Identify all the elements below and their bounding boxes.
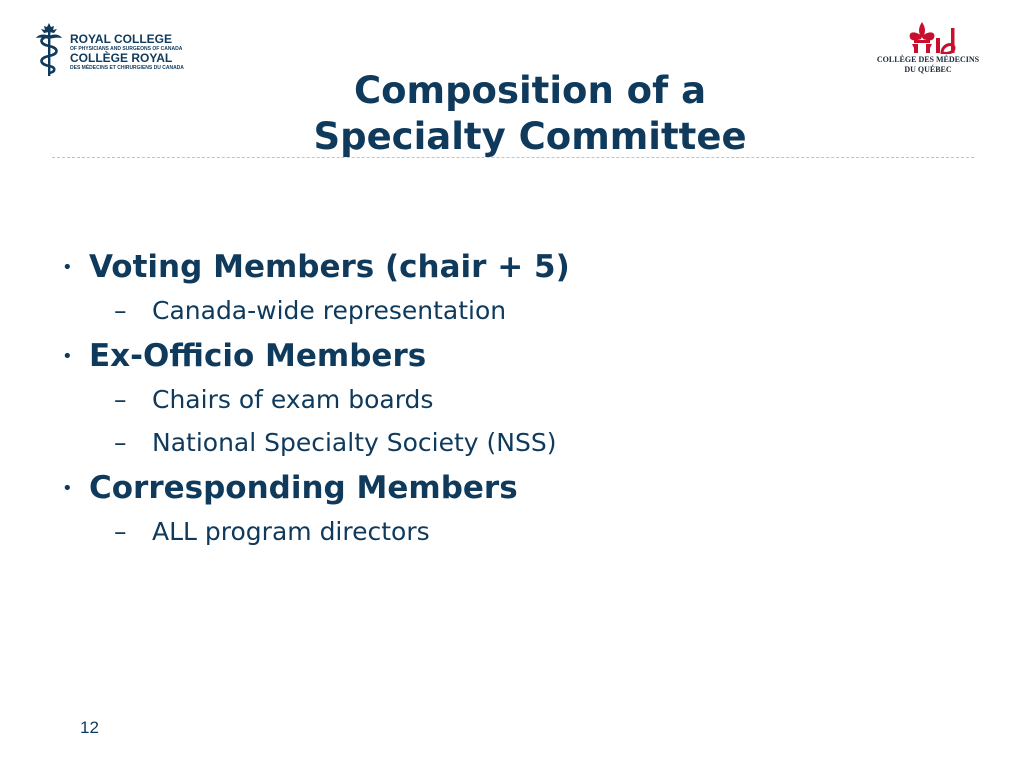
rc-subtitle-en: OF PHYSICIANS AND SURGEONS OF CANADA	[70, 46, 183, 52]
sub-bullet-text: Canada-wide representation	[152, 296, 507, 325]
sub-bullet-marker: –	[114, 428, 127, 457]
cmq-logo	[868, 20, 988, 80]
bullet-text: Ex-Officio Members	[89, 338, 427, 374]
bullet-marker: •	[62, 478, 73, 499]
bullet-marker: •	[62, 257, 73, 278]
sub-bullet-item	[62, 510, 962, 553]
bullet-item	[62, 245, 962, 289]
slide-body	[62, 245, 962, 553]
sub-bullet-marker: –	[114, 385, 127, 414]
slide-title-line2: Specialty Committee	[313, 115, 747, 158]
sub-bullet-item	[62, 289, 962, 332]
sub-bullet-item	[62, 421, 962, 464]
rc-name-en: ROYAL COLLEGE	[70, 32, 173, 46]
sub-bullet-marker: –	[114, 296, 127, 325]
cmq-wordmark	[868, 55, 988, 75]
bullet-text: Corresponding Members	[89, 470, 518, 506]
bullet-item	[62, 466, 962, 510]
sub-bullet-text: ALL program directors	[152, 517, 430, 546]
bullet-text: Voting Members (chair + 5)	[89, 249, 570, 285]
page-number: 12	[80, 718, 99, 737]
bullet-marker: •	[62, 346, 73, 367]
royal-college-wordmark	[70, 33, 184, 71]
sub-bullet-marker: –	[114, 517, 127, 546]
cmq-name-line1: COLLÈGE DES MÉDECINS	[876, 55, 980, 64]
royal-college-logo	[34, 22, 194, 82]
cmq-fleur-de-lis-icon	[900, 20, 956, 54]
slide-title-line1: Composition of a	[353, 69, 707, 112]
sub-bullet-text: National Specialty Society (NSS)	[152, 428, 557, 457]
rc-name-fr: COLLÈGE ROYAL	[70, 51, 173, 65]
royal-college-emblem-icon	[34, 22, 64, 80]
slide-title	[180, 68, 880, 160]
sub-bullet-text: Chairs of exam boards	[152, 385, 434, 414]
rc-subtitle-fr: DES MÉDECINS ET CHIRURGIENS DU CANADA	[70, 65, 184, 71]
title-divider	[52, 157, 974, 158]
bullet-item	[62, 334, 962, 378]
sub-bullet-item	[62, 378, 962, 421]
cmq-name-line2: DU QUÉBEC	[904, 65, 952, 74]
